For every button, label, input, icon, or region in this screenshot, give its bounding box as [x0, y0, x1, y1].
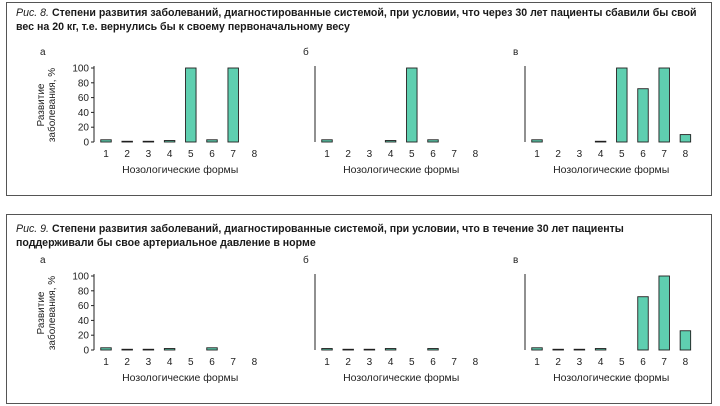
x-tick-label: 7 — [661, 357, 667, 368]
panel-label: б — [303, 47, 309, 58]
bar — [343, 349, 354, 350]
x-tick-label: 3 — [576, 357, 583, 368]
bar — [122, 141, 133, 142]
x-tick-label: 6 — [209, 357, 215, 368]
y-tick-label: 0 — [83, 137, 89, 149]
x-tick-label: 3 — [366, 357, 373, 368]
figure-9-label: Рис. 9. — [16, 223, 49, 235]
bar — [101, 348, 112, 350]
y-tick-label: 20 — [77, 122, 89, 134]
fig9-panel-a-chart — [32, 256, 262, 388]
bar — [322, 140, 333, 142]
figure-8-title — [16, 6, 704, 34]
x-tick-label: 2 — [555, 357, 561, 368]
fig8-panel-a-chart — [32, 48, 262, 180]
x-tick-label: 4 — [166, 357, 173, 368]
x-tick-label: 2 — [345, 357, 351, 368]
x-tick-label: 7 — [230, 357, 236, 368]
panel-label: в — [513, 47, 519, 58]
fig9-panel-c-chart — [507, 256, 697, 388]
y-tick-label: 80 — [77, 286, 89, 298]
bar — [207, 348, 218, 350]
bar — [574, 349, 585, 350]
x-axis-label: Нозологические формы — [122, 372, 239, 384]
x-tick-label: 5 — [188, 357, 194, 368]
x-axis-label: Нозологические формы — [122, 164, 239, 176]
x-tick-label: 2 — [555, 149, 561, 160]
x-tick-label: 3 — [366, 149, 373, 160]
y-tick-label: 40 — [77, 107, 89, 119]
bar — [407, 68, 418, 142]
panel-label: в — [513, 255, 519, 266]
x-tick-label: 6 — [430, 149, 436, 160]
x-tick-label: 5 — [188, 149, 194, 160]
y-axis-label: Развитиезаболевания, % — [36, 275, 58, 351]
bar — [428, 349, 439, 350]
x-axis-label: Нозологические формы — [343, 372, 460, 384]
bar — [143, 349, 154, 350]
panel-label: б — [303, 255, 309, 266]
x-tick-label: 5 — [619, 357, 625, 368]
x-tick-label: 8 — [251, 149, 258, 160]
x-tick-label: 4 — [597, 357, 604, 368]
x-tick-label: 1 — [534, 357, 540, 368]
bar — [143, 141, 154, 142]
x-tick-label: 5 — [409, 357, 415, 368]
x-tick-label: 8 — [682, 149, 689, 160]
x-tick-label: 2 — [124, 357, 130, 368]
bar — [595, 141, 606, 142]
bar — [207, 140, 218, 142]
x-tick-label: 4 — [387, 149, 394, 160]
x-tick-label: 7 — [451, 149, 457, 160]
x-tick-label: 6 — [430, 357, 436, 368]
bar — [532, 348, 543, 350]
bar — [385, 349, 396, 350]
x-tick-label: 3 — [145, 149, 152, 160]
y-tick-label: 0 — [83, 345, 89, 357]
x-axis-label: Нозологические формы — [553, 372, 670, 384]
x-tick-label: 2 — [345, 149, 351, 160]
bar — [164, 349, 175, 350]
y-axis-label: Развитиезаболевания, % — [36, 67, 58, 143]
x-tick-label: 4 — [166, 149, 173, 160]
x-tick-label: 3 — [576, 149, 583, 160]
x-tick-label: 7 — [451, 357, 457, 368]
panel-label: а — [40, 255, 46, 266]
bar — [638, 89, 649, 142]
x-tick-label: 6 — [640, 149, 646, 160]
fig9-panel-b-chart — [297, 255, 479, 388]
bar — [659, 68, 670, 142]
x-tick-label: 1 — [324, 357, 330, 368]
x-tick-label: 4 — [387, 357, 394, 368]
x-tick-label: 1 — [534, 149, 540, 160]
y-tick-label: 20 — [77, 330, 89, 342]
x-tick-label: 8 — [251, 357, 258, 368]
x-tick-label: 6 — [209, 149, 215, 160]
bar — [322, 349, 333, 350]
x-tick-label: 3 — [145, 357, 152, 368]
x-tick-label: 5 — [409, 149, 415, 160]
bar — [228, 68, 239, 142]
y-tick-label: 60 — [77, 93, 89, 105]
bar — [164, 141, 175, 142]
x-axis-label: Нозологические формы — [553, 164, 670, 176]
bar — [532, 140, 543, 142]
figure-9-caption: Степени развития заболеваний, диагностированные системой, при условии, что в течение 30 лет пациенты поддерживали бы свое артериальное давление в норме — [16, 223, 624, 249]
x-tick-label: 1 — [324, 149, 330, 160]
y-tick-label: 80 — [77, 78, 89, 90]
bar — [553, 349, 564, 350]
figure-9-title — [16, 222, 704, 250]
x-tick-label: 4 — [597, 149, 604, 160]
x-tick-label: 6 — [640, 357, 646, 368]
bar — [659, 276, 670, 350]
bar — [122, 349, 133, 350]
y-tick-label: 100 — [72, 271, 89, 283]
x-tick-label: 2 — [124, 149, 130, 160]
figure-8-caption: Степени развития заболеваний, диагностированные системой, при условии, что через 30 лет пациенты сбавили бы свой вес на 20 кг, т.е. вернулись бы к своему первоначальному весу — [16, 7, 697, 33]
bar — [680, 135, 691, 142]
y-tick-label: 100 — [72, 63, 89, 75]
x-tick-label: 8 — [472, 357, 479, 368]
figure-8-label: Рис. 8. — [16, 7, 49, 19]
x-tick-label: 1 — [103, 149, 109, 160]
x-tick-label: 7 — [661, 149, 667, 160]
y-tick-label: 40 — [77, 315, 89, 327]
bar — [638, 297, 649, 350]
x-tick-label: 8 — [682, 357, 689, 368]
x-axis-label: Нозологические формы — [343, 164, 460, 176]
bar — [428, 140, 439, 142]
x-tick-label: 8 — [472, 149, 479, 160]
bar — [595, 349, 606, 350]
panel-label: а — [40, 47, 46, 58]
bar — [101, 140, 112, 142]
x-tick-label: 7 — [230, 149, 236, 160]
x-tick-label: 5 — [619, 149, 625, 160]
bar — [617, 68, 628, 142]
y-tick-label: 60 — [77, 301, 89, 313]
bar — [385, 141, 396, 142]
bar — [364, 349, 375, 350]
fig8-panel-b-chart — [297, 47, 479, 180]
bar — [680, 331, 691, 350]
bar — [186, 68, 197, 142]
fig8-panel-c-chart — [507, 48, 697, 180]
x-tick-label: 1 — [103, 357, 109, 368]
